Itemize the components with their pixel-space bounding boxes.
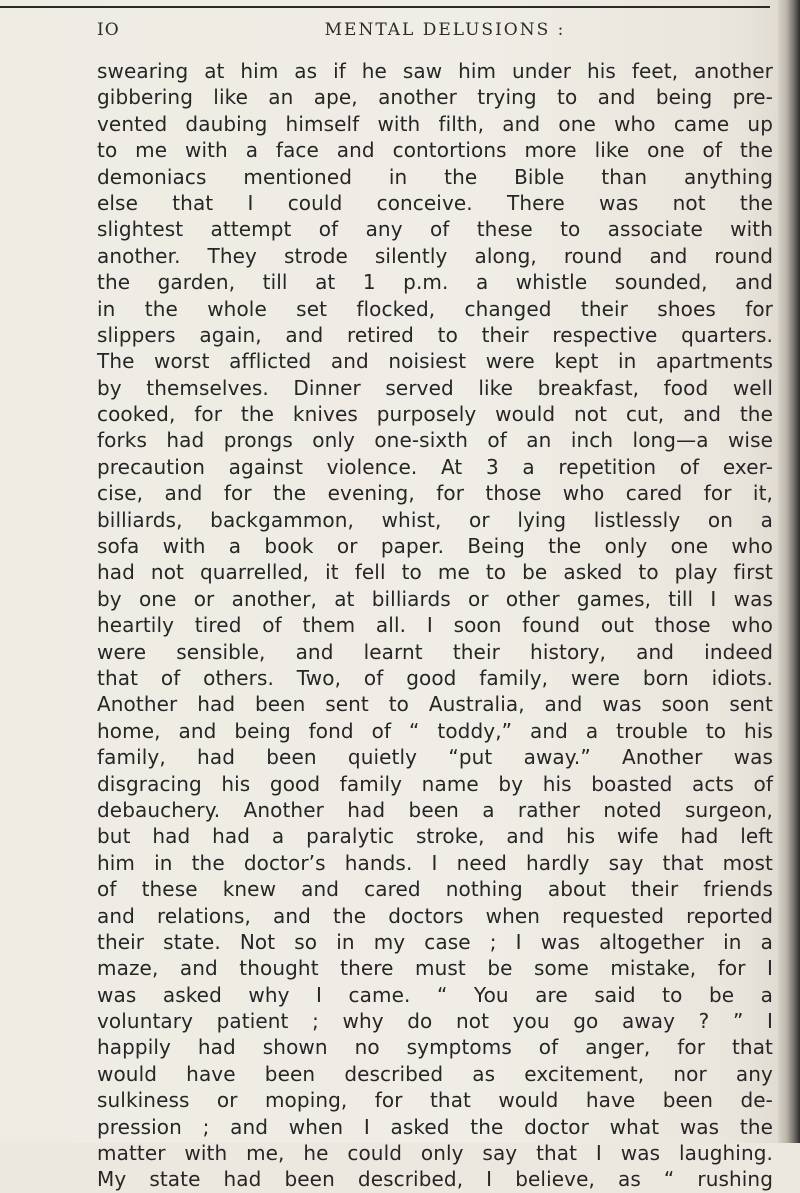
text-line: The worst afflicted and noisiest were kept in apartments <box>97 349 773 374</box>
top-border-rule <box>0 6 770 8</box>
running-title: MENTAL DELUSIONS : <box>324 20 566 40</box>
text-line: of these knew and cared nothing about their friends <box>97 877 773 902</box>
text-line: but had had a paralytic stroke, and his wife had left <box>97 824 773 849</box>
text-line: home, and being fond of “ toddy,” and a trouble to his <box>97 718 773 743</box>
text-line: heartily tired of them all. I soon found out those who <box>97 613 773 638</box>
text-line: by themselves. Dinner served like breakfast, food well <box>97 375 773 400</box>
text-line: billiards, backgammon, whist, or lying listlessly on a <box>97 507 773 532</box>
text-line: vented daubing himself with filth, and one who came up <box>97 111 773 136</box>
text-line: sofa with a book or paper. Being the only one who <box>97 534 773 559</box>
text-line: else that I could conceive. There was not the <box>97 190 773 215</box>
text-line: in the whole set flocked, changed their shoes for <box>97 296 773 321</box>
text-line: their state. Not so in my case ; I was altogether in a <box>97 929 773 954</box>
text-line: precaution against violence. At 3 a repetition of exer- <box>97 454 773 479</box>
text-line: cise, and for the evening, for those who cared for it, <box>97 481 773 506</box>
page-edge-shadow <box>778 0 800 1143</box>
body-text <box>97 58 773 1193</box>
text-line: had not quarrelled, it fell to me to be asked to play first <box>97 560 773 585</box>
text-line: happily had shown no symptoms of anger, for that <box>97 1035 773 1060</box>
text-line: debauchery. Another had been a rather noted surgeon, <box>97 797 773 822</box>
text-line: the garden, till at 1 p.m. a whistle sounded, and <box>97 270 773 295</box>
text-line: slippers again, and retired to their respective quarters. <box>97 322 773 347</box>
text-line: and relations, and the doctors when requested reported <box>97 903 773 928</box>
text-line: gibbering like an ape, another trying to and being pre- <box>97 85 773 110</box>
text-line: slightest attempt of any of these to associate with <box>97 217 773 242</box>
text-line: Another had been sent to Australia, and was soon sent <box>97 692 773 717</box>
text-line: him in the doctor’s hands. I need hardly say that most <box>97 850 773 875</box>
text-line: demoniacs mentioned in the Bible than anything <box>97 164 773 189</box>
text-line: would have been described as excitement, nor any <box>97 1061 773 1086</box>
text-line: to me with a face and contortions more like one of the <box>97 138 773 163</box>
text-line: maze, and thought there must be some mistake, for I <box>97 956 773 981</box>
text-line: forks had prongs only one-sixth of an inch long—a wise <box>97 428 773 453</box>
text-line: disgracing his good family name by his boasted acts of <box>97 771 773 796</box>
text-line: pression ; and when I asked the doctor what was the <box>97 1114 773 1139</box>
page-header <box>97 20 773 50</box>
text-line: cooked, for the knives purposely would not cut, and the <box>97 402 773 427</box>
text-line: were sensible, and learnt their history, and indeed <box>97 639 773 664</box>
text-line: matter with me, he could only say that I was laughing. <box>97 1141 773 1166</box>
text-line: family, had been quietly “put away.” Another was <box>97 745 773 770</box>
text-line: voluntary patient ; why do not you go away ? ” I <box>97 1009 773 1034</box>
page-number: IO <box>97 20 120 40</box>
text-line: by one or another, at billiards or other games, till I was <box>97 586 773 611</box>
text-line: My state had been described, I believe, as “ rushing <box>97 1167 773 1192</box>
text-line: another. They strode silently along, round and round <box>97 243 773 268</box>
text-line: that of others. Two, of good family, were born idiots. <box>97 665 773 690</box>
text-line: swearing at him as if he saw him under his feet, another <box>97 59 773 83</box>
text-line: sulkiness or moping, for that would have been de- <box>97 1088 773 1113</box>
text-line: was asked why I came. “ You are said to be a <box>97 982 773 1007</box>
